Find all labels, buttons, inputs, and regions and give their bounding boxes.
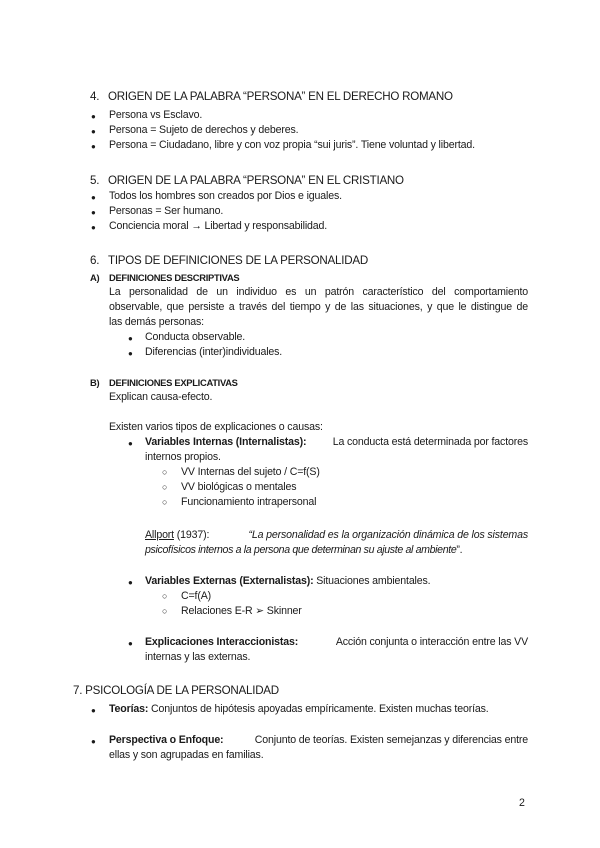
quote-text: “La personalidad es la organización dinámica de los sistemas: [248, 529, 528, 541]
bullet-icon: ●: [91, 737, 96, 746]
paragraph-line: observable, que persiste a través del tiempo y de las situaciones, y que le distingue de: [109, 301, 528, 313]
paragraph-line: Existen varios tipos de explicaciones o causas:: [109, 421, 323, 433]
bullet-icon: ●: [91, 127, 96, 136]
externas-label: Variables Externas (Externalistas):: [145, 575, 314, 587]
teorias-text: Conjuntos de hipótesis apoyadas empíricamente. Existen muchas teorías.: [148, 703, 489, 715]
paragraph-line: las demás personas:: [109, 316, 204, 328]
perspectiva-label: Perspectiva o Enfoque:: [109, 734, 224, 746]
bullet-icon: ●: [91, 142, 96, 151]
section-5-number: 5.: [90, 174, 100, 187]
teorias-line: [109, 703, 489, 715]
interaccionistas-label: Explicaciones Interaccionistas:: [145, 636, 299, 648]
list-item: Persona = Ciudadano, libre y con voz propia “sui juris”. Tiene voluntad y libertad.: [109, 139, 475, 151]
bullet-icon: ●: [91, 208, 96, 217]
paragraph-line: internas y las externas.: [145, 651, 251, 663]
list-item: Relaciones E-R ➢ Skinner: [181, 605, 302, 617]
bullet-icon: ●: [91, 706, 96, 715]
list-item: Diferencias (inter)individuales.: [145, 346, 283, 358]
list-item: C=f(A): [181, 590, 212, 602]
quote-end: ”.: [456, 544, 463, 556]
circle-bullet-icon: ○: [162, 467, 168, 477]
list-item: Todos los hombres son creados por Dios e iguales.: [109, 190, 342, 202]
quote-author: Allport: [145, 529, 174, 541]
list-item: Persona = Sujeto de derechos y deberes.: [109, 124, 299, 136]
subsection-a-title: DEFINICIONES DESCRIPTIVAS: [109, 272, 240, 283]
paragraph-line: ellas y son agrupadas en familias.: [109, 749, 264, 761]
bullet-icon: ●: [91, 193, 96, 202]
section-7-title: 7. PSICOLOGÍA DE LA PERSONALIDAD: [73, 684, 279, 697]
list-item: Personas = Ser humano.: [109, 205, 224, 217]
list-item: Persona vs Esclavo.: [109, 109, 203, 121]
quote-line-2: [145, 544, 462, 556]
bullet-icon: ●: [128, 578, 133, 587]
paragraph-line: Explican causa-efecto.: [109, 391, 213, 403]
section-4-title: ORIGEN DE LA PALABRA “PERSONA” EN EL DERECHO ROMANO: [108, 90, 453, 103]
bullet-icon: ●: [128, 349, 133, 358]
perspectiva-text: Conjunto de teorías. Existen semejanzas y diferencias entre: [254, 734, 528, 746]
section-4-number: 4.: [90, 90, 100, 103]
subsection-a-letter: A): [90, 272, 100, 283]
list-item: Funcionamiento intrapersonal: [181, 496, 317, 508]
internas-line: [145, 436, 528, 448]
paragraph-line: internos propios.: [145, 451, 221, 463]
bullet-icon: ●: [128, 334, 133, 343]
list-item: Conciencia moral → Libertad y responsabilidad.: [109, 220, 328, 232]
quote-text: psicofísicos internos a la persona que determinan su ajuste al ambiente: [145, 544, 457, 556]
perspectiva-line: [109, 734, 528, 746]
interaccionistas-line: [145, 636, 528, 648]
bullet-icon: ●: [91, 112, 96, 121]
list-item: VV Internas del sujeto / C=f(S): [181, 466, 320, 478]
internas-text: La conducta está determinada por factores: [332, 436, 528, 448]
circle-bullet-icon: ○: [162, 591, 168, 601]
bullet-icon: ●: [128, 639, 133, 648]
section-5-title: ORIGEN DE LA PALABRA “PERSONA” EN EL CRISTIANO: [108, 174, 404, 187]
externas-line: [145, 575, 430, 587]
quote-year: (1937):: [173, 529, 210, 541]
paragraph-line: La personalidad de un individuo es un patrón característico del comportamiento: [109, 286, 528, 298]
section-6-number: 6.: [90, 254, 100, 267]
bullet-icon: ●: [91, 223, 96, 232]
bullet-icon: ●: [128, 439, 133, 448]
circle-bullet-icon: ○: [162, 497, 168, 507]
list-item: Conducta observable.: [145, 331, 246, 343]
teorias-label: Teorías:: [109, 703, 149, 715]
section-6-title: TIPOS DE DEFINICIONES DE LA PERSONALIDAD: [108, 254, 368, 267]
externas-text: Situaciones ambientales.: [313, 575, 431, 587]
page-number: 2: [519, 797, 525, 809]
internas-label: Variables Internas (Internalistas):: [145, 436, 307, 448]
quote-line-1: [145, 529, 528, 541]
list-item: VV biológicas o mentales: [181, 481, 297, 493]
circle-bullet-icon: ○: [162, 482, 168, 492]
interaccionistas-text: Acción conjunta o interacción entre las VV: [335, 636, 528, 648]
subsection-b-title: DEFINICIONES EXPLICATIVAS: [109, 377, 238, 388]
subsection-b-letter: B): [90, 377, 100, 388]
circle-bullet-icon: ○: [162, 606, 168, 616]
